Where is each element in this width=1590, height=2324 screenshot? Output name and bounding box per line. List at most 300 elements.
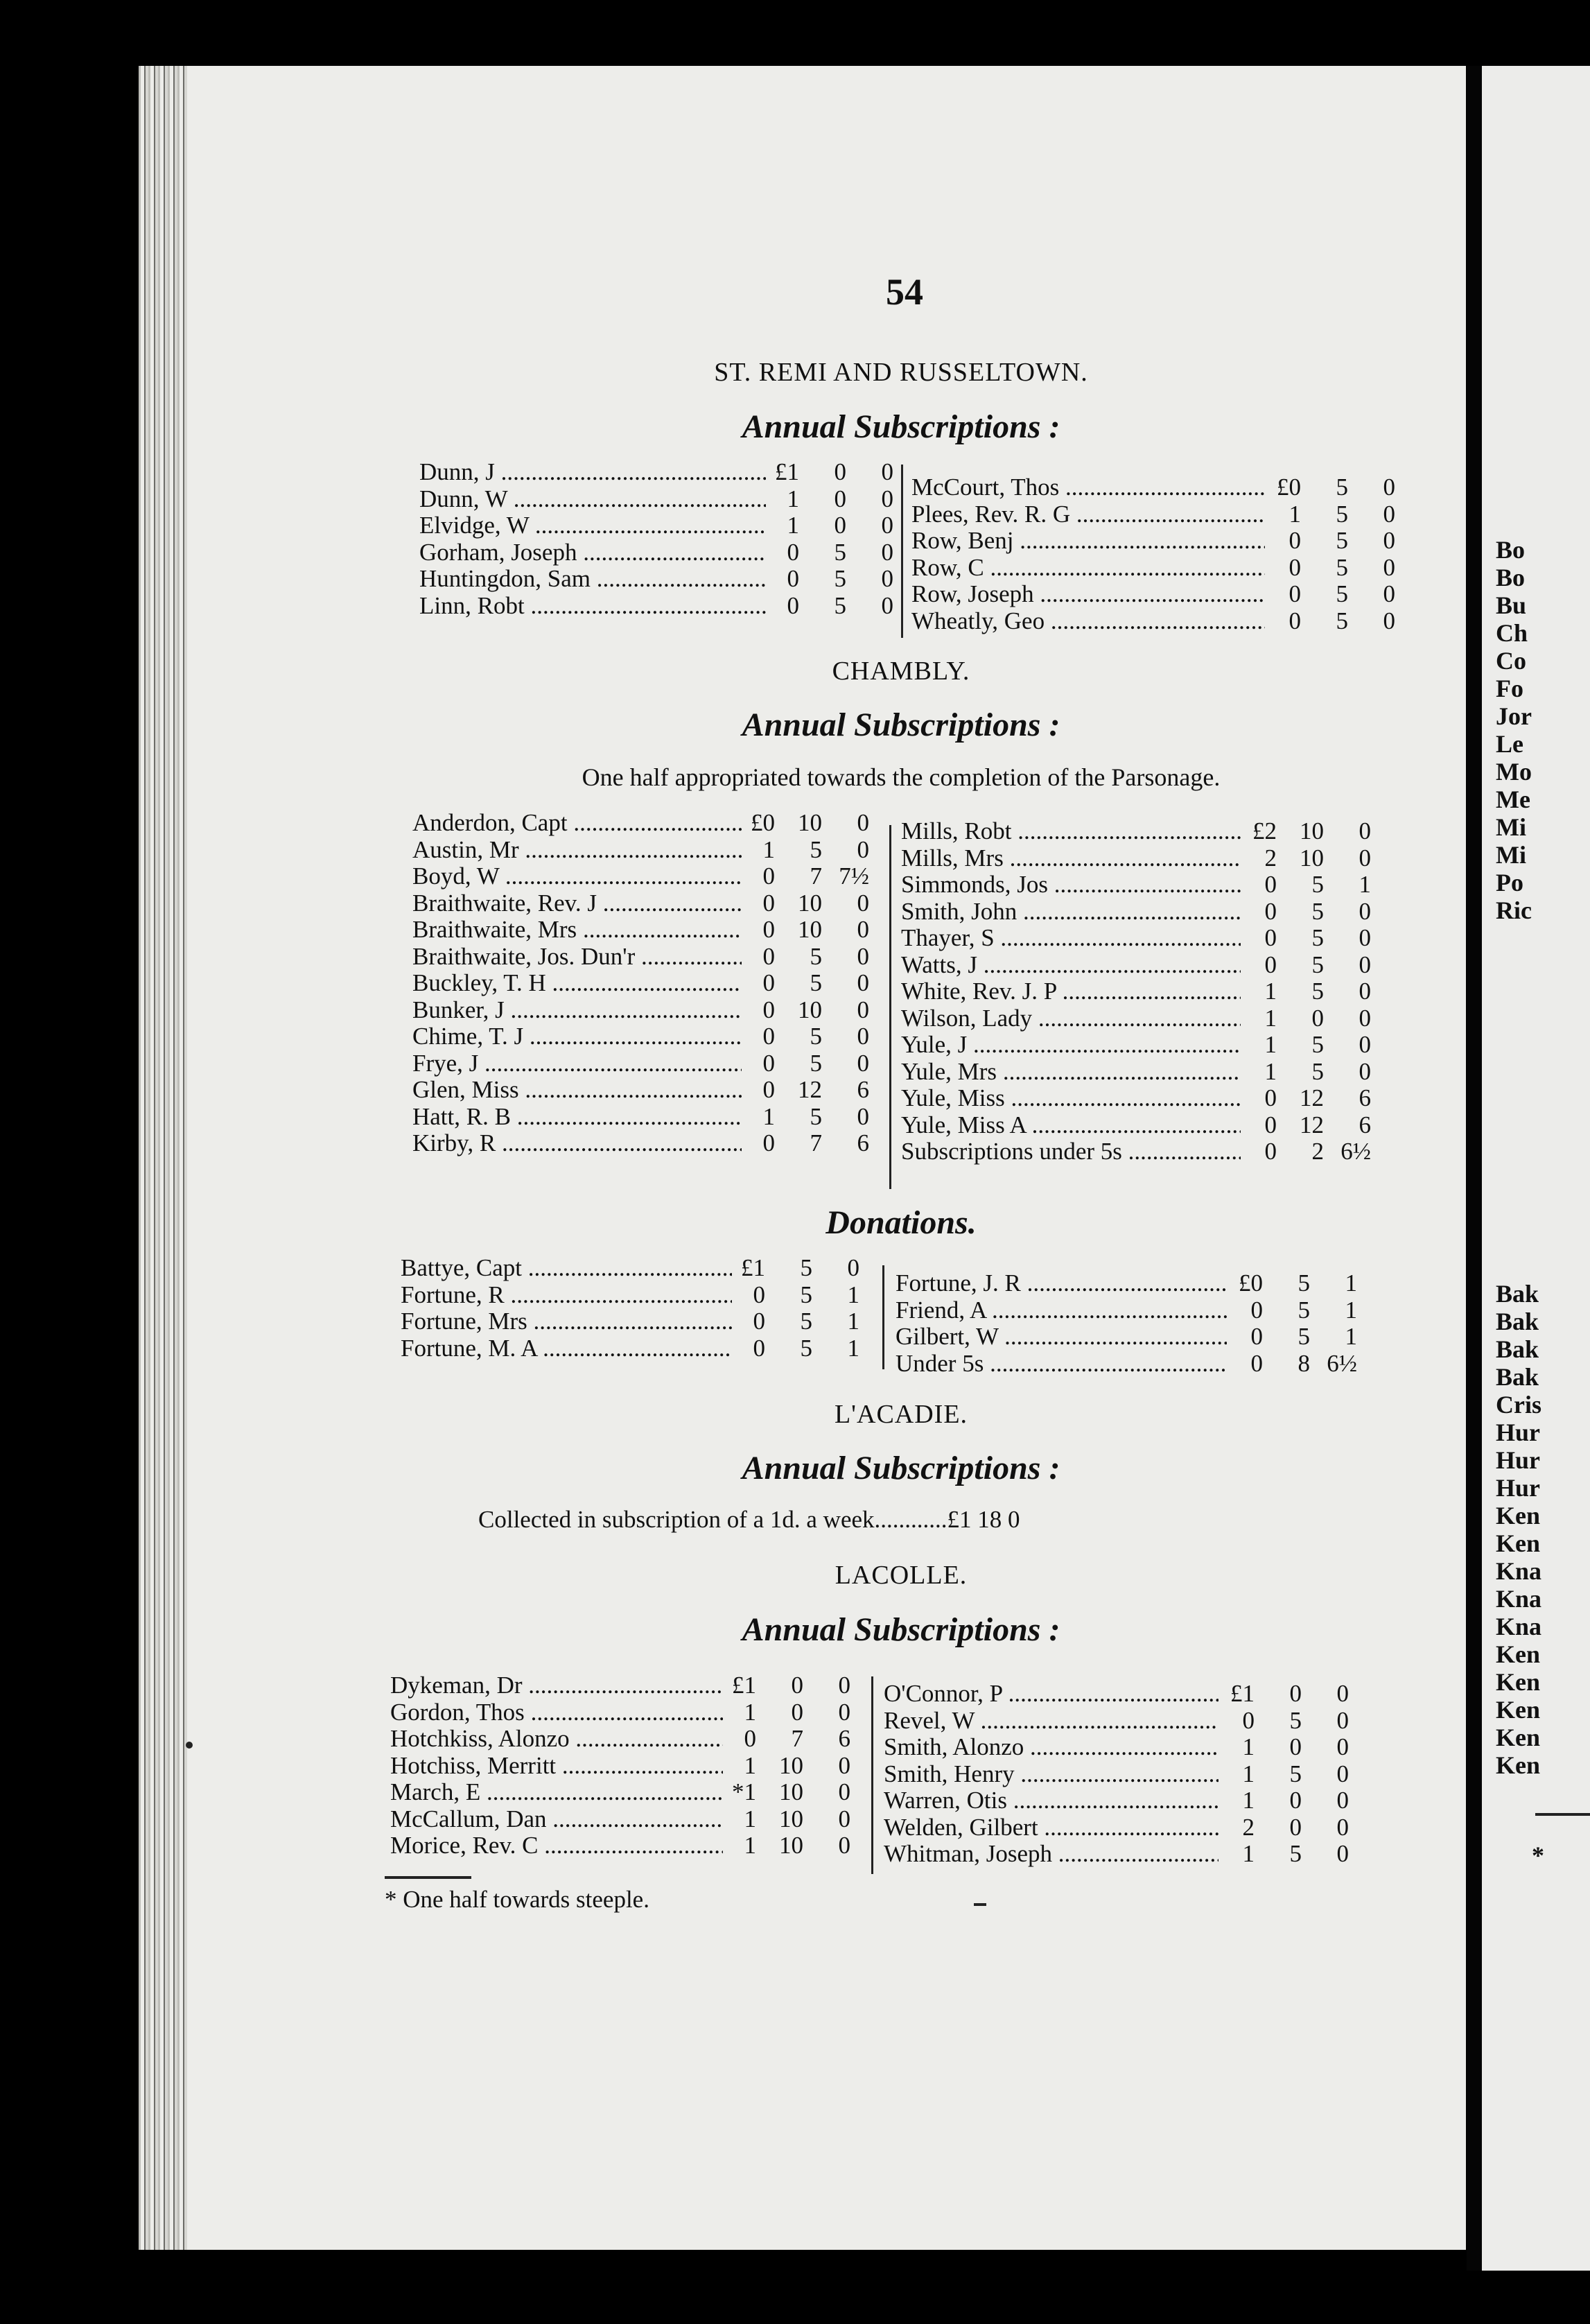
subscriber-row <box>901 978 1371 1005</box>
amount-shillings: 5 <box>1289 1840 1302 1867</box>
subscriber-name: Elvidge, W ..... <box>419 512 766 539</box>
amount-pence: 0 <box>838 1698 850 1726</box>
subscriber-name: Smith, Alonzo ..... <box>884 1734 1218 1761</box>
amount-shillings: 5 <box>800 1334 812 1362</box>
subscriber-name: Huntingdon, Sam ..... <box>419 566 766 593</box>
adjacent-page-fragment: Ken <box>1496 1751 1541 1779</box>
subscriber-name: Row, C ..... <box>911 555 1265 582</box>
amount-pence: 0 <box>857 996 869 1023</box>
amount-pence: 0 <box>1383 607 1395 634</box>
amount-shillings: 5 <box>1311 1057 1324 1085</box>
page-edge <box>139 66 187 2250</box>
subscriber-row <box>412 1050 869 1077</box>
subscriber-row <box>390 1753 850 1780</box>
adjacent-page-fragment: Ken <box>1496 1640 1541 1668</box>
subscriber-row <box>896 1351 1357 1378</box>
subheading-chambly: Annual Subscriptions : <box>742 706 1060 743</box>
amount-pence: 1 <box>1345 1296 1357 1324</box>
subscriber-row <box>901 872 1371 899</box>
subscriber-row <box>911 474 1395 501</box>
subscriber-row <box>911 555 1395 582</box>
subscriber-row <box>911 501 1395 528</box>
amount-pounds: 0 <box>762 1076 775 1103</box>
amount-shillings: 5 <box>834 538 846 566</box>
amount-pence: 0 <box>881 485 893 512</box>
amount-pence: 0 <box>838 1832 850 1859</box>
amount-pence: 0 <box>1359 924 1371 951</box>
amount-shillings: 5 <box>834 591 846 619</box>
subscriber-row <box>412 970 869 997</box>
amount-pounds: 0 <box>1288 607 1301 634</box>
adjacent-page-fragment: Bak <box>1496 1335 1539 1363</box>
amount-shillings: 0 <box>834 485 846 512</box>
amount-shillings: 0 <box>791 1672 803 1699</box>
amount-shillings: 5 <box>1311 1031 1324 1058</box>
adjacent-page-fragment: Hur <box>1496 1474 1541 1502</box>
adjacent-page-fragment: Ric <box>1496 896 1532 924</box>
subscriber-name: Wheatly, Geo ..... <box>911 608 1265 635</box>
amount-shillings: 5 <box>834 565 846 592</box>
amount-pence: 0 <box>838 1672 850 1699</box>
amount-pence: 0 <box>857 889 869 917</box>
subscriber-name: Glen, Miss ..... <box>412 1077 742 1104</box>
adjacent-page-fragment: Kna <box>1496 1613 1542 1640</box>
adjacent-page-fragment: Bo <box>1496 564 1526 591</box>
subscriber-name: Kirby, R ..... <box>412 1130 742 1157</box>
amount-shillings: 5 <box>1311 897 1324 925</box>
amount-shillings: 0 <box>1289 1680 1302 1707</box>
amount-shillings: 0 <box>1311 1004 1324 1032</box>
amount-pence: 0 <box>881 512 893 539</box>
subscriber-name: Yule, Miss A ..... <box>901 1112 1241 1139</box>
amount-pence: 0 <box>881 538 893 566</box>
amount-shillings: 5 <box>800 1308 812 1335</box>
subscriber-name: Smith, John ..... <box>901 899 1241 926</box>
adjacent-page-fragment: Hur <box>1496 1446 1541 1474</box>
lacadie-collection-line <box>478 1506 1020 1534</box>
subscriber-row <box>901 899 1371 926</box>
subscriber-row <box>390 1672 850 1699</box>
adjacent-page-fragment: Ken <box>1496 1529 1541 1557</box>
amount-pounds: 0 <box>762 996 775 1023</box>
amount-shillings: 10 <box>779 1805 803 1832</box>
subscriber-row <box>884 1708 1349 1735</box>
stray-dot <box>186 1742 193 1749</box>
amount-pence: 1 <box>1359 871 1371 898</box>
amount-pounds: 2 <box>1242 1813 1255 1841</box>
amount-shillings: 10 <box>1300 817 1324 844</box>
amount-pounds: 1 <box>744 1698 756 1726</box>
subscriber-row <box>901 818 1371 845</box>
list-lacolle-left <box>390 1672 850 1859</box>
amount-pounds: 0 <box>762 1129 775 1156</box>
list-lacolle-right <box>884 1681 1349 1868</box>
amount-pence: 6 <box>838 1725 850 1752</box>
subscriber-row <box>901 1085 1371 1112</box>
amount-shillings: 5 <box>800 1281 812 1308</box>
amount-pence: 0 <box>1336 1706 1349 1734</box>
amount-pence: 0 <box>857 916 869 943</box>
adjacent-page-fragment: Hur <box>1496 1419 1541 1446</box>
amount-pounds: 0 <box>1242 1706 1255 1734</box>
adjacent-page-fragment: Bu <box>1496 591 1527 619</box>
amount-pounds: 0 <box>1264 897 1277 925</box>
subscriber-name: Fortune, Mrs ..... <box>401 1308 732 1335</box>
amount-pence: 0 <box>1336 1733 1349 1760</box>
amount-pence: 0 <box>838 1805 850 1832</box>
amount-pence: 0 <box>857 809 869 836</box>
amount-shillings: 0 <box>1289 1813 1302 1841</box>
adjacent-page-fragment: Me <box>1496 786 1530 813</box>
subscriber-name: Fortune, J. R ..... <box>896 1270 1227 1297</box>
amount-pence: 6½ <box>1327 1349 1357 1377</box>
amount-shillings: 5 <box>810 969 822 996</box>
amount-pounds: 1 <box>1264 1004 1277 1032</box>
amount-pounds: £0 <box>1277 474 1301 501</box>
amount-pence: 0 <box>857 1102 869 1130</box>
amount-shillings: 12 <box>1300 1084 1324 1111</box>
column-rule <box>889 825 891 1189</box>
amount-pounds: 1 <box>1264 1031 1277 1058</box>
subscriber-row <box>412 944 869 971</box>
amount-pence: 0 <box>1359 1057 1371 1085</box>
amount-shillings: 2 <box>1311 1138 1324 1165</box>
amount-pence: 0 <box>881 565 893 592</box>
amount-pounds: 0 <box>753 1308 765 1335</box>
amount-pounds: 0 <box>1264 871 1277 898</box>
amount-shillings: 5 <box>800 1254 812 1281</box>
amount-pence: 0 <box>1359 1004 1371 1032</box>
amount-pounds: 0 <box>1264 1111 1277 1138</box>
amount-pounds: 1 <box>744 1805 756 1832</box>
amount-shillings: 10 <box>798 809 822 836</box>
amount-shillings: 10 <box>798 996 822 1023</box>
amount-pounds: 0 <box>1264 951 1277 978</box>
amount-shillings: 5 <box>1336 580 1348 607</box>
adjacent-page <box>1482 66 1590 2271</box>
amount-pence: 0 <box>1336 1787 1349 1814</box>
subscriber-name: Bunker, J ..... <box>412 997 742 1024</box>
footnote: * One half towards steeple. <box>385 1886 649 1913</box>
amount-shillings: 5 <box>810 1023 822 1050</box>
amount-pence: 0 <box>857 835 869 863</box>
adjacent-page-fragment: Bak <box>1496 1363 1539 1391</box>
amount-pounds: 0 <box>762 969 775 996</box>
adjacent-page-fragment: Cris <box>1496 1391 1541 1419</box>
amount-pounds: 0 <box>787 591 799 619</box>
subscriber-row <box>401 1335 859 1362</box>
subscriber-row <box>901 1138 1371 1165</box>
adjacent-page-fragment: Ken <box>1496 1724 1541 1751</box>
adjacent-page-fragment: Bo <box>1496 536 1526 564</box>
subscriber-name: McCallum, Dan ..... <box>390 1806 723 1833</box>
subscriber-row <box>896 1297 1357 1324</box>
amount-shillings: 5 <box>810 942 822 970</box>
subscriber-row <box>412 890 869 917</box>
adjacent-page-fragment: Kna <box>1496 1557 1542 1585</box>
list-donations-right <box>896 1270 1357 1377</box>
list-chambly-left <box>412 810 869 1157</box>
amount-pounds: 0 <box>1288 553 1301 581</box>
subscriber-name: Revel, W ..... <box>884 1708 1218 1735</box>
subscriber-name: Morice, Rev. C ..... <box>390 1832 723 1859</box>
amount-pounds: 0 <box>753 1334 765 1362</box>
subscriber-name: White, Rev. J. P ..... <box>901 978 1241 1005</box>
amount-shillings: 7 <box>810 862 822 890</box>
subscriber-row <box>419 459 893 486</box>
adjacent-page-fragment: Ken <box>1496 1696 1541 1724</box>
subscriber-name: Linn, Robt ..... <box>419 593 766 620</box>
subscriber-row <box>390 1779 850 1806</box>
amount-pounds: 0 <box>753 1281 765 1308</box>
section-title-lacadie: L'ACADIE. <box>834 1400 968 1429</box>
amount-pounds: 0 <box>1288 527 1301 554</box>
subscriber-name: Under 5s ..... <box>896 1351 1227 1378</box>
subscriber-name: Anderdon, Capt ..... <box>412 810 742 837</box>
amount-pounds: £1 <box>775 458 799 485</box>
subscriber-name: Row, Joseph ..... <box>911 581 1265 608</box>
amount-pence: 0 <box>838 1751 850 1779</box>
subscriber-row <box>412 1130 869 1157</box>
subscriber-row <box>911 608 1395 635</box>
amount-pence: 0 <box>1383 553 1395 581</box>
adjacent-footnote-mark: * <box>1532 1841 1544 1869</box>
amount-shillings: 5 <box>810 835 822 863</box>
amount-pence: 0 <box>857 969 869 996</box>
amount-shillings: 10 <box>798 889 822 917</box>
subscriber-row <box>901 1032 1371 1059</box>
subscriber-name: Buckley, T. H ..... <box>412 970 742 997</box>
amount-pence: 0 <box>847 1254 859 1281</box>
amount-pence: 0 <box>838 1778 850 1805</box>
amount-pence: 0 <box>881 458 893 485</box>
amount-pounds: 0 <box>762 862 775 890</box>
column-rule <box>882 1265 884 1369</box>
amount-shillings: 5 <box>1336 607 1348 634</box>
amount-pounds: 1 <box>1242 1840 1255 1867</box>
subscriber-name: Frye, J ..... <box>412 1050 742 1077</box>
subscriber-row <box>901 1005 1371 1032</box>
amount-pence: 0 <box>1383 474 1395 501</box>
amount-pence: 7½ <box>839 862 869 890</box>
amount-pence: 0 <box>1359 817 1371 844</box>
amount-shillings: 5 <box>1298 1323 1310 1350</box>
lacadie-collection-amount: £1 18 0 <box>947 1506 1020 1533</box>
amount-pence: 6 <box>1359 1111 1371 1138</box>
lacadie-collection-text: Collected in subscription of a 1d. a week <box>478 1506 875 1533</box>
amount-shillings: 10 <box>779 1778 803 1805</box>
amount-shillings: 10 <box>779 1832 803 1859</box>
subscriber-row <box>884 1814 1349 1841</box>
subscriber-name: Gordon, Thos ..... <box>390 1699 723 1726</box>
subscriber-name: Austin, Mr ..... <box>412 837 742 864</box>
subscriber-row <box>911 581 1395 608</box>
subscriber-name: March, E ..... <box>390 1779 723 1806</box>
adjacent-page-fragment: Ken <box>1496 1502 1541 1529</box>
footnote-rule <box>385 1876 471 1879</box>
subscriber-row <box>911 528 1395 555</box>
amount-pence: 0 <box>881 591 893 619</box>
subscriber-name: Chime, T. J ..... <box>412 1023 742 1050</box>
amount-pounds: 0 <box>1264 1084 1277 1111</box>
amount-shillings: 5 <box>810 1102 822 1130</box>
amount-pence: 0 <box>1383 500 1395 528</box>
amount-pence: 1 <box>847 1281 859 1308</box>
amount-shillings: 10 <box>798 916 822 943</box>
amount-pence: 0 <box>1359 1031 1371 1058</box>
subscriber-row <box>901 1059 1371 1086</box>
subscriber-name: Hotchiss, Merritt ..... <box>390 1753 723 1780</box>
amount-pence: 6 <box>857 1076 869 1103</box>
subscriber-name: Gorham, Joseph ..... <box>419 539 766 566</box>
list-st-remi-left <box>419 459 893 619</box>
adjacent-page-fragment: Jor <box>1496 702 1532 730</box>
amount-pounds: 1 <box>762 835 775 863</box>
subscriber-row <box>896 1270 1357 1297</box>
amount-pounds: *1 <box>732 1778 756 1805</box>
amount-shillings: 0 <box>791 1698 803 1726</box>
subscriber-name: Warren, Otis ..... <box>884 1787 1218 1814</box>
adjacent-page-fragment: Le <box>1496 730 1523 758</box>
amount-pounds: 0 <box>762 1049 775 1077</box>
subscriber-row <box>401 1282 859 1309</box>
subscriber-name: Thayer, S ..... <box>901 925 1241 952</box>
amount-pounds: 1 <box>787 512 799 539</box>
subscriber-name: Boyd, W ..... <box>412 863 742 890</box>
amount-pounds: 1 <box>762 1102 775 1130</box>
amount-pence: 6 <box>857 1129 869 1156</box>
amount-pounds: 1 <box>1242 1760 1255 1787</box>
amount-pence: 1 <box>847 1308 859 1335</box>
amount-pounds: 0 <box>1250 1323 1263 1350</box>
subscriber-row <box>896 1324 1357 1351</box>
subscriber-row <box>390 1699 850 1726</box>
amount-shillings: 5 <box>1298 1269 1310 1297</box>
adjacent-page-fragment: Bak <box>1496 1280 1539 1308</box>
subscriber-row <box>419 539 893 566</box>
subscriber-name: Fortune, M. A ..... <box>401 1335 732 1362</box>
subscriber-name: Smith, Henry ..... <box>884 1761 1218 1788</box>
amount-pounds: 1 <box>1264 978 1277 1005</box>
adjacent-page-fragment: Mo <box>1496 758 1532 786</box>
subscriber-row <box>412 810 869 837</box>
adjacent-page-fragment: Fo <box>1496 675 1523 702</box>
amount-pence: 0 <box>1336 1680 1349 1707</box>
amount-pence: 0 <box>1383 527 1395 554</box>
list-chambly-right <box>901 818 1371 1165</box>
column-rule <box>871 1676 873 1874</box>
subheading-lacadie: Annual Subscriptions : <box>742 1450 1060 1486</box>
subscriber-row <box>412 1104 869 1131</box>
stray-mark <box>974 1903 986 1906</box>
amount-shillings: 5 <box>1311 871 1324 898</box>
amount-shillings: 12 <box>1300 1111 1324 1138</box>
amount-pounds: £1 <box>732 1672 756 1699</box>
amount-shillings: 0 <box>834 458 846 485</box>
amount-shillings: 0 <box>1289 1787 1302 1814</box>
subscriber-row <box>419 486 893 513</box>
amount-shillings: 5 <box>1311 924 1324 951</box>
subscriber-row <box>390 1726 850 1753</box>
adjacent-page-fragment: Ch <box>1496 619 1528 647</box>
subscriber-row <box>412 837 869 864</box>
subscriber-name: Whitman, Joseph ..... <box>884 1841 1218 1868</box>
subscriber-name: Row, Benj ..... <box>911 528 1265 555</box>
subscriber-name: Subscriptions under 5s ..... <box>901 1138 1241 1165</box>
subheading-lacolle: Annual Subscriptions : <box>742 1611 1060 1648</box>
subscriber-row <box>884 1681 1349 1708</box>
subscriber-row <box>401 1255 859 1282</box>
subscriber-name: Friend, A ..... <box>896 1297 1227 1324</box>
amount-pence: 0 <box>1336 1840 1349 1867</box>
subscriber-name: Fortune, R ..... <box>401 1282 732 1309</box>
amount-shillings: 10 <box>1300 844 1324 872</box>
amount-shillings: 10 <box>779 1751 803 1779</box>
subscriber-name: Yule, Miss ..... <box>901 1085 1241 1112</box>
amount-pounds: 0 <box>762 916 775 943</box>
amount-pence: 0 <box>857 942 869 970</box>
subscriber-row <box>412 1077 869 1104</box>
amount-pence: 0 <box>857 1023 869 1050</box>
amount-pence: 0 <box>1359 897 1371 925</box>
amount-pounds: 0 <box>787 565 799 592</box>
amount-pence: 1 <box>1345 1269 1357 1297</box>
subscriber-name: Hotchkiss, Alonzo ..... <box>390 1726 723 1753</box>
amount-pence: 0 <box>1359 844 1371 872</box>
amount-pence: 0 <box>857 1049 869 1077</box>
section-title-lacolle: LACOLLE. <box>835 1561 968 1590</box>
amount-pence: 6 <box>1359 1084 1371 1111</box>
subscriber-name: Braithwaite, Mrs ..... <box>412 917 742 944</box>
subscriber-name: Mills, Robt ..... <box>901 818 1241 845</box>
subscriber-row <box>419 512 893 539</box>
amount-pounds: 0 <box>1250 1296 1263 1324</box>
subscriber-name: Battye, Capt ..... <box>401 1255 732 1282</box>
amount-pounds: £1 <box>741 1254 765 1281</box>
subscriber-name: Simmonds, Jos ..... <box>901 872 1241 899</box>
amount-pounds: 0 <box>762 942 775 970</box>
adjacent-page-fragment: Bak <box>1496 1308 1539 1335</box>
list-donations-left <box>401 1255 859 1362</box>
amount-pence: 0 <box>1336 1813 1349 1841</box>
subscriber-row <box>884 1761 1349 1788</box>
amount-pounds: 1 <box>744 1832 756 1859</box>
amount-pounds: £1 <box>1230 1680 1255 1707</box>
adjacent-page-fragment: Ken <box>1496 1668 1541 1696</box>
amount-pounds: 1 <box>1242 1787 1255 1814</box>
column-rule <box>901 465 903 638</box>
subscriber-row <box>901 925 1371 952</box>
adjacent-page-fragment: Po <box>1496 869 1523 896</box>
amount-pence: 6½ <box>1340 1138 1371 1165</box>
amount-pence: 0 <box>1359 951 1371 978</box>
subscriber-name: Mills, Mrs ..... <box>901 845 1241 872</box>
subscriber-row <box>390 1832 850 1859</box>
amount-pounds: 0 <box>1264 1138 1277 1165</box>
subscriber-row <box>390 1806 850 1833</box>
amount-pence: 1 <box>847 1334 859 1362</box>
amount-shillings: 5 <box>1289 1706 1302 1734</box>
gutter <box>1467 66 1482 2271</box>
amount-pounds: 1 <box>1264 1057 1277 1085</box>
adjacent-footnote-rule <box>1535 1813 1590 1816</box>
amount-pounds: 0 <box>762 889 775 917</box>
amount-pounds: 1 <box>1242 1733 1255 1760</box>
subscriber-name: Gilbert, W ..... <box>896 1324 1227 1351</box>
amount-shillings: 5 <box>1336 527 1348 554</box>
amount-shillings: 5 <box>1311 951 1324 978</box>
subscriber-row <box>412 917 869 944</box>
